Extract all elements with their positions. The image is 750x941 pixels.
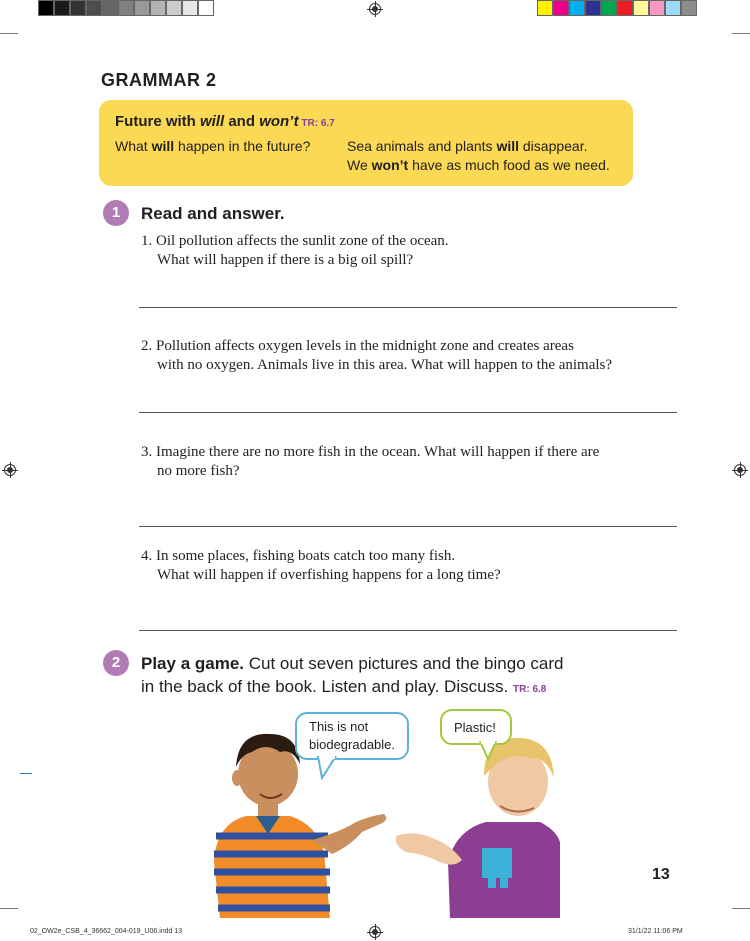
speech-text: biodegradable. [309,737,396,752]
question-2: 2. Pollution affects oxygen levels in the midnight zone and creates areas with no oxygen. Animals live in this area. What will happen to the animals? [141,338,613,373]
registration-mark-icon [369,926,381,938]
speech-bubble-boy [295,712,409,760]
grammar-answer-1: Sea animals and plants will disappear. [347,138,588,154]
page-number: 13 [652,866,670,883]
crop-mark [20,773,32,774]
exercise-1-title: Read and answer. [141,204,285,223]
grammar-box [99,100,633,186]
track-label: TR: 6.7 [298,118,335,129]
boy-figure [214,734,386,918]
answer-line-3[interactable] [139,526,677,527]
date-slug: 31/1/22 11:06 PM [628,928,683,935]
process-color-bar [537,0,697,16]
speech-bubble-girl [440,709,512,745]
speech-bubble-tail [316,756,340,780]
question-4: 4. In some places, fishing boats catch too many fish. What will happen if overfishing happens for a long time? [141,548,501,583]
speech-bubble-tail [478,741,500,761]
answer-line-1[interactable] [139,307,677,308]
track-label: TR: 6.8 [513,684,547,695]
section-heading: GRAMMAR 2 [101,70,217,90]
registration-mark-icon [734,464,746,476]
question-1: 1. Oil pollution affects the sunlit zone of the ocean. What will happen if there is a big oil spill? [141,233,449,268]
answer-line-2[interactable] [139,412,677,413]
crop-mark [0,908,18,909]
file-slug: 02_OW2e_CSB_4_36662_004-019_U06.indd 13 [30,928,183,935]
crop-mark [0,33,18,34]
registration-mark-icon [4,464,16,476]
crop-mark [732,908,750,909]
registration-mark-icon [369,3,381,15]
exercise-2-instructions: Play a game. Cut out seven pictures and the bingo card in the back of the book. Listen and play. Discuss. TR: 6.8 [141,654,564,696]
exercise-number-badge: 1 [103,200,129,226]
girl-figure [396,738,560,918]
answer-line-4[interactable] [139,630,677,631]
question-3: 3. Imagine there are no more fish in the ocean. What will happen if there are no more fish? [141,444,600,479]
speech-text: This is not [309,719,369,734]
grayscale-color-bar [38,0,214,16]
grammar-question: What will happen in the future? [115,138,311,154]
grammar-answer-2: We won’t have as much food as we need. [347,157,610,173]
grammar-box-title: Future with will and won’t TR: 6.7 [115,113,335,130]
crop-mark [732,33,750,34]
exercise-number-badge: 2 [103,650,129,676]
speech-text: Plastic! [454,720,496,735]
